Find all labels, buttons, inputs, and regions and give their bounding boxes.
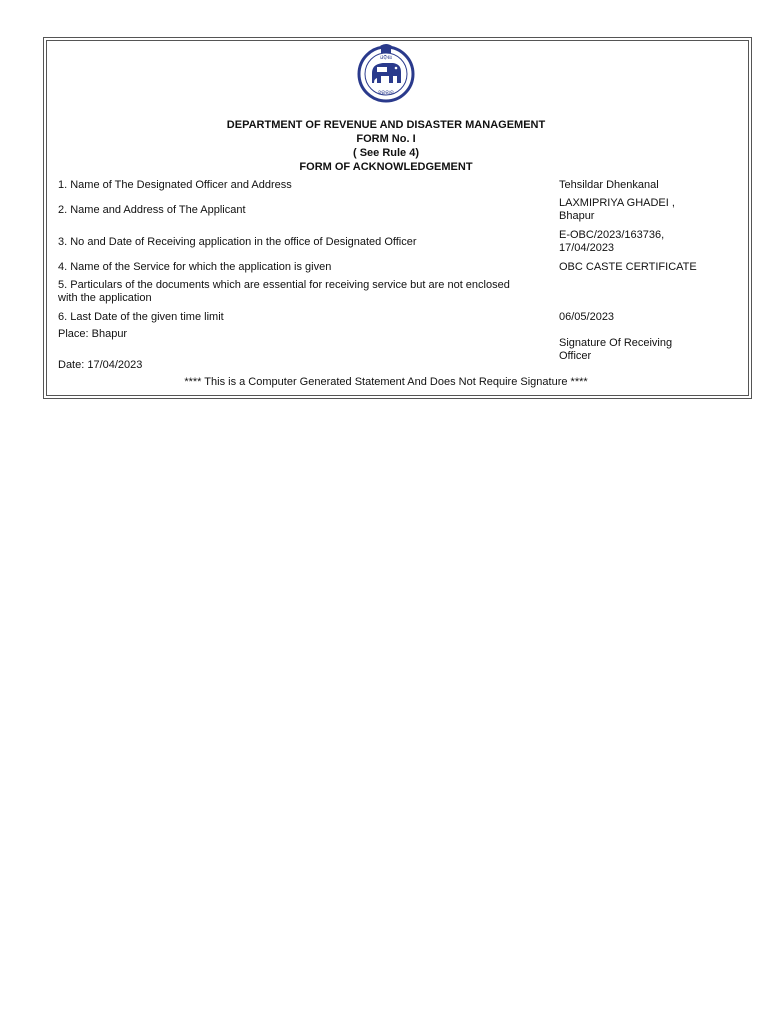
designated-officer-label: 1. Name of The Designated Officer and Address bbox=[58, 179, 292, 191]
form-number: FORM No. I bbox=[356, 133, 416, 145]
applicant-address-value: Bhapur bbox=[559, 210, 595, 222]
service-label: 4. Name of the Service for which the application is given bbox=[58, 261, 332, 273]
form-headings bbox=[48, 118, 724, 174]
computer-generated-note: **** This is a Computer Generated Statement And Does Not Require Signature **** bbox=[184, 376, 588, 388]
emblem-bottom-text: ସରକାର bbox=[378, 90, 394, 96]
date-text: Date: 17/04/2023 bbox=[58, 359, 143, 371]
rule-reference: ( See Rule 4) bbox=[352, 147, 420, 159]
application-number-value: E-OBC/2023/163736, bbox=[559, 229, 665, 241]
time-limit-value: 06/05/2023 bbox=[559, 311, 615, 323]
applicant-label: 2. Name and Address of The Applicant bbox=[58, 204, 246, 216]
service-value: OBC CASTE CERTIFICATE bbox=[559, 261, 697, 273]
designated-officer-value: Tehsildar Dhenkanal bbox=[559, 179, 659, 191]
documents-label-line2: with the application bbox=[58, 292, 152, 304]
emblem-top-text: ଓଡ଼ିଶା bbox=[379, 55, 393, 61]
form-title: FORM OF ACKNOWLEDGEMENT bbox=[299, 161, 473, 173]
receiving-label: 3. No and Date of Receiving application in the office of Designated Officer bbox=[58, 236, 417, 248]
signature-line2: Officer bbox=[559, 350, 592, 362]
signature-line1: Signature Of Receiving bbox=[559, 337, 673, 349]
receiving-date-value: 17/04/2023 bbox=[559, 242, 615, 254]
time-limit-label: 6. Last Date of the given time limit bbox=[58, 311, 224, 323]
odisha-government-emblem-icon bbox=[357, 43, 415, 105]
place-text: Place: Bhapur bbox=[58, 328, 128, 340]
documents-label-line1: 5. Particulars of the documents which are essential for receiving service but are not enclosed bbox=[58, 279, 510, 291]
department-title: DEPARTMENT OF REVENUE AND DISASTER MANAGEMENT bbox=[226, 119, 546, 131]
applicant-name-value: LAXMIPRIYA GHADEI , bbox=[559, 197, 675, 209]
